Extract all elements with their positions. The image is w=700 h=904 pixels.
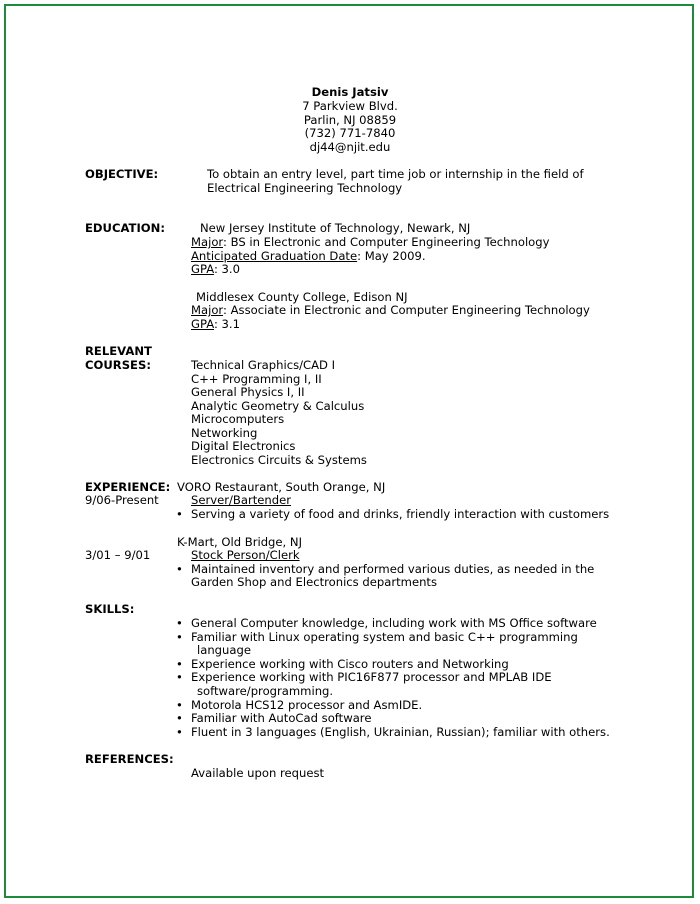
job-duty-line-2: Garden Shop and Electronics departments — [191, 575, 438, 589]
job-dates: 9/06-Present — [85, 493, 159, 507]
course-item: General Physics I, II — [191, 385, 305, 399]
school-major — [191, 235, 549, 249]
job-duty: Serving a variety of food and drinks, friendly interaction with customers — [191, 507, 610, 521]
skill-item: General Computer knowledge, including work with MS Office software — [191, 616, 597, 630]
job-title: Stock Person/Clerk — [191, 548, 300, 562]
objective-label: OBJECTIVE: — [85, 167, 159, 181]
objective-line-1: To obtain an entry level, part time job or internship in the field of — [207, 167, 584, 181]
applicant-name: Denis Jatsiv — [311, 85, 389, 99]
bullet-icon: • — [176, 698, 183, 712]
major-value: : Associate in Electronic and Computer Engineering Technology — [223, 303, 590, 317]
skill-item: Familiar with AutoCad software — [191, 711, 372, 725]
skills-label: SKILLS: — [85, 602, 135, 616]
gpa-label: GPA — [191, 317, 214, 331]
job-duty-line-1: Maintained inventory and performed various duties, as needed in the — [191, 562, 595, 576]
course-item: Analytic Geometry & Calculus — [191, 399, 365, 413]
skill-item: Experience working with PIC16F877 processor and MPLAB IDE — [191, 670, 552, 684]
bullet-icon: • — [176, 670, 183, 684]
skill-item: Experience working with Cisco routers and Networking — [191, 657, 509, 671]
course-item: C++ Programming I, II — [191, 372, 322, 386]
major-label: Major — [191, 235, 223, 249]
email-address: dj44@njit.edu — [309, 140, 391, 154]
address-street: 7 Parkview Blvd. — [302, 99, 398, 113]
bullet-icon: • — [176, 711, 183, 725]
bullet-icon: • — [176, 507, 183, 521]
references-label: REFERENCES: — [85, 752, 174, 766]
skill-item: Familiar with Linux operating system and basic C++ programming — [191, 630, 578, 644]
skill-item: Fluent in 3 languages (English, Ukrainian, Russian); familiar with others. — [191, 725, 610, 739]
skill-item-continued: language — [197, 643, 251, 657]
course-item: Technical Graphics/CAD I — [191, 358, 336, 372]
bullet-icon: • — [176, 630, 183, 644]
employer-name: K-Mart, Old Bridge, NJ — [177, 535, 303, 549]
bullet-icon: • — [176, 657, 183, 671]
bullet-icon: • — [176, 616, 183, 630]
course-item: Digital Electronics — [191, 439, 296, 453]
school-major — [191, 303, 590, 317]
major-label: Major — [191, 303, 223, 317]
school-name: Middlesex County College, Edison NJ — [196, 290, 408, 304]
bullet-icon: • — [176, 562, 183, 576]
references-text: Available upon request — [191, 766, 325, 780]
course-item: Electronics Circuits & Systems — [191, 453, 367, 467]
course-item: Networking — [191, 426, 258, 440]
experience-label: EXPERIENCE: — [85, 480, 171, 494]
bullet-icon: • — [176, 725, 183, 739]
school-name: New Jersey Institute of Technology, Newark, NJ — [200, 221, 471, 235]
skill-item: Motorola HCS12 processor and AsmIDE. — [191, 698, 423, 712]
gpa-value: : 3.1 — [213, 317, 240, 331]
courses-label-2: COURSES: — [85, 358, 151, 372]
employer-name: VORO Restaurant, South Orange, NJ — [177, 480, 386, 494]
courses-label-1: RELEVANT — [85, 344, 152, 358]
graduation-value: : May 2009. — [357, 249, 426, 263]
objective-line-2: Electrical Engineering Technology — [207, 181, 403, 195]
school-gpa — [191, 262, 240, 276]
gpa-value: : 3.0 — [213, 262, 240, 276]
school-graduation — [191, 249, 426, 263]
major-value: : BS in Electronic and Computer Engineering Technology — [223, 235, 550, 249]
gpa-label: GPA — [191, 262, 214, 276]
job-dates: 3/01 – 9/01 — [85, 548, 151, 562]
school-gpa — [191, 317, 240, 331]
job-title: Server/Bartender — [191, 493, 292, 507]
course-item: Microcomputers — [191, 412, 285, 426]
address-city: Parlin, NJ 08859 — [303, 113, 397, 127]
skill-item-continued: software/programming. — [197, 684, 334, 698]
phone-number: (732) 771-7840 — [304, 126, 396, 140]
education-label: EDUCATION: — [85, 221, 165, 235]
graduation-label: Anticipated Graduation Date — [191, 249, 358, 263]
